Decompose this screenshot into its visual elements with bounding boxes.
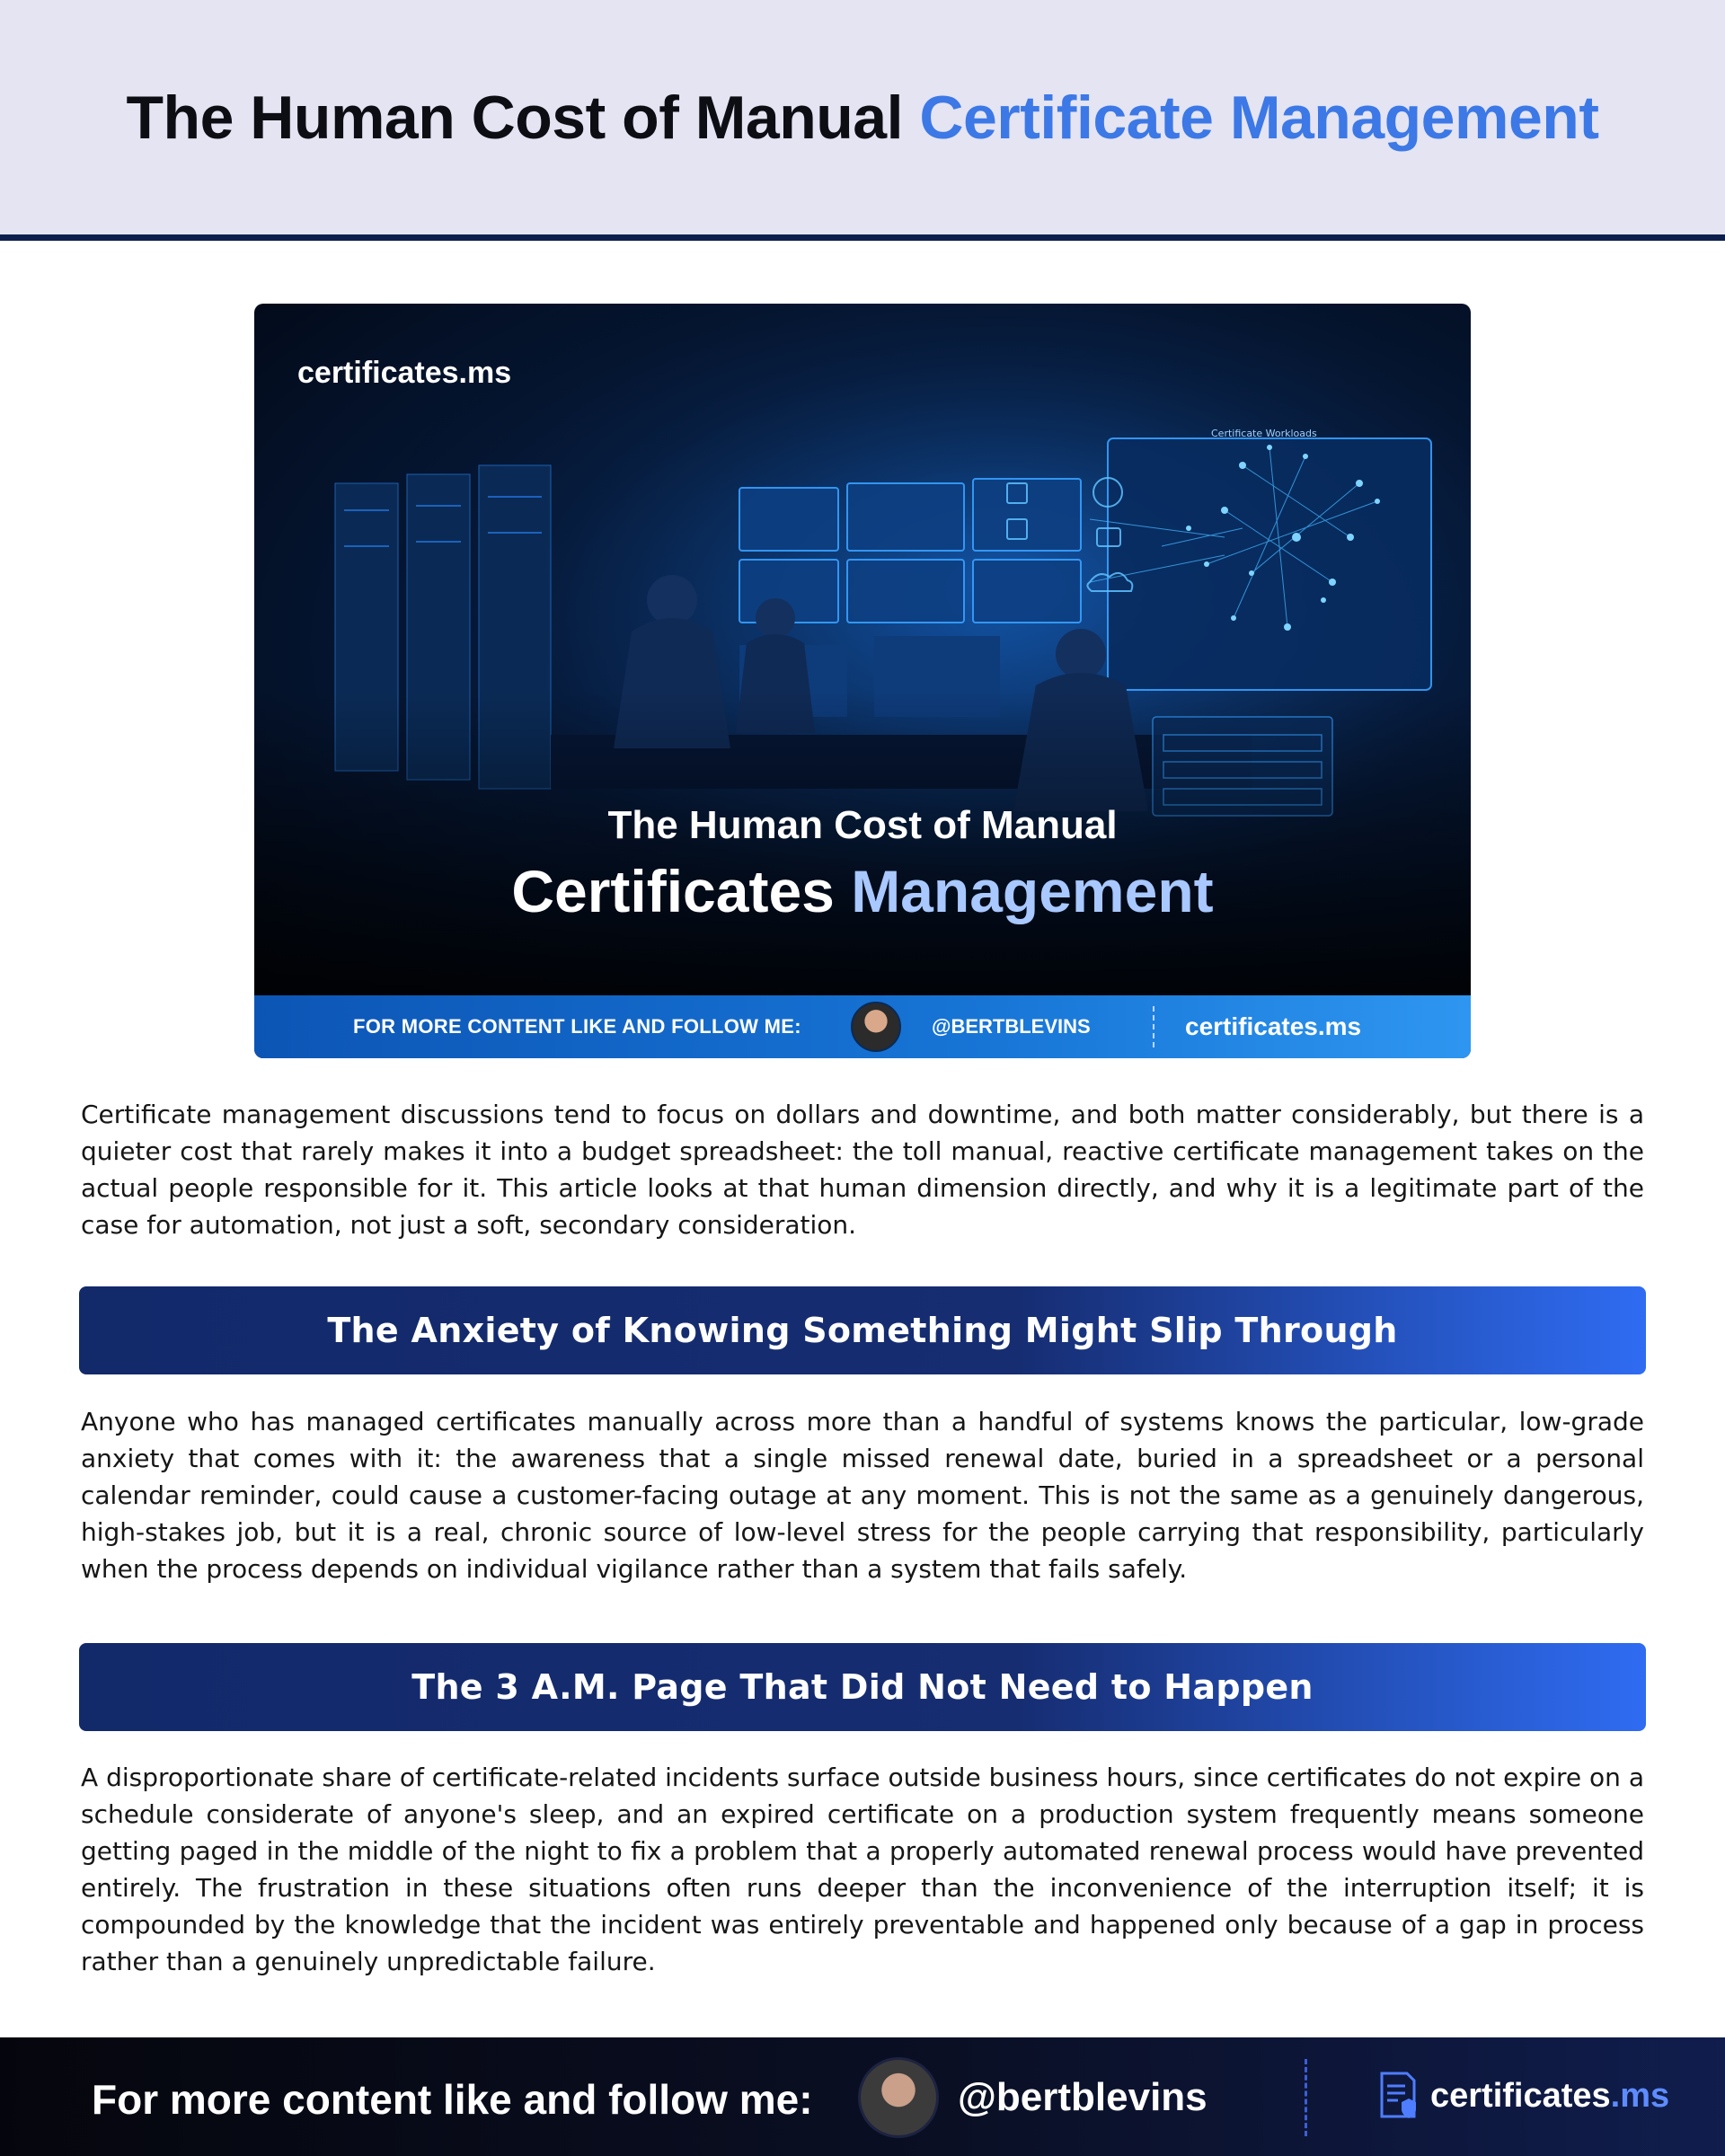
hero-banner: [254, 304, 1471, 1058]
page-header: [0, 0, 1725, 241]
hero-divider: [1153, 1006, 1154, 1047]
section-body-2: A disproportionate share of certificate-related incidents surface outside business hours, since certificates do not expire on a schedule considerate of anyone's sleep, and an expired certificate on a production system frequently means someone getting paged in the middle of the night to fix a problem that a properly automated renewal process would have prevented entirely. The frustration in these situations often runs deeper than the inconvenience of the interruption itself; it is compounded by the knowledge that the incident was entirely preventable and happened only because of a gap in process rather than a genuinely unpredictable failure.: [81, 1763, 1644, 1976]
page-title-main: The Human Cost of Manual: [126, 83, 920, 152]
screen-label: Certificate Workloads: [1211, 428, 1317, 439]
page-title-accent: Certificate Management: [919, 83, 1599, 152]
hero-handle[interactable]: @BERTBLEVINS: [932, 1015, 1091, 1038]
footer-cta: For more content like and follow me:: [92, 2076, 813, 2123]
hero-title-line1: The Human Cost of Manual: [607, 803, 1118, 847]
footer-site-main: certificates: [1430, 2077, 1611, 2115]
footer-divider: [1305, 2059, 1307, 2136]
hero-title-line2-main: Certificates: [511, 858, 852, 924]
hero-title-line2: [254, 857, 1471, 925]
section-heading-bar-1: [79, 1286, 1646, 1374]
hero-follow-bar: [254, 995, 1471, 1058]
footer-site-accent: .ms: [1610, 2077, 1670, 2115]
section-body-1: Anyone who has managed certificates manually across more than a handful of systems knows the particular, low-grade anxiety that comes with it: the awareness that a single missed renewal date, buried in a spreadsheet or a personal calendar reminder, could cause a customer-facing outage at any moment. This is not the same as a genuinely dangerous, high-stakes job, but it is a real, chronic source of low-level stress for the people carrying that responsibility, particularly when the process depends on individual vigilance rather than a system that fails safely.: [81, 1407, 1644, 1584]
hero-logo: certificates.ms: [297, 356, 512, 390]
certificate-shield-icon: [1376, 2070, 1418, 2120]
intro-paragraph: Certificate management discussions tend to focus on dollars and downtime, and both matter considerably, but there is a quieter cost that rarely makes it into a budget spreadsheet: the toll manual, reactive certificate management takes on the actual people responsible for it. This article looks at that human dimension directly, and why it is a legitimate part of the case for automation, not just a soft, secondary consideration.: [81, 1100, 1644, 1240]
footer-site-link[interactable]: [1430, 2077, 1669, 2116]
section-heading-2: The 3 A.M. Page That Did Not Need to Happen: [411, 1667, 1314, 1707]
hero-avatar: [851, 1002, 901, 1052]
page-title: [127, 83, 1599, 153]
hero-cta: FOR MORE CONTENT LIKE AND FOLLOW ME:: [353, 1015, 801, 1038]
author-avatar: [858, 2057, 939, 2138]
section-heading-bar-2: [79, 1643, 1646, 1731]
footer-handle[interactable]: @bertblevins: [958, 2075, 1208, 2119]
hero-site-link[interactable]: certificates.ms: [1185, 1012, 1362, 1040]
hero-title-line2-accent: Management: [851, 858, 1214, 924]
page-footer: [0, 2037, 1725, 2156]
section-heading-1: The Anxiety of Knowing Something Might Slip Through: [327, 1311, 1398, 1350]
